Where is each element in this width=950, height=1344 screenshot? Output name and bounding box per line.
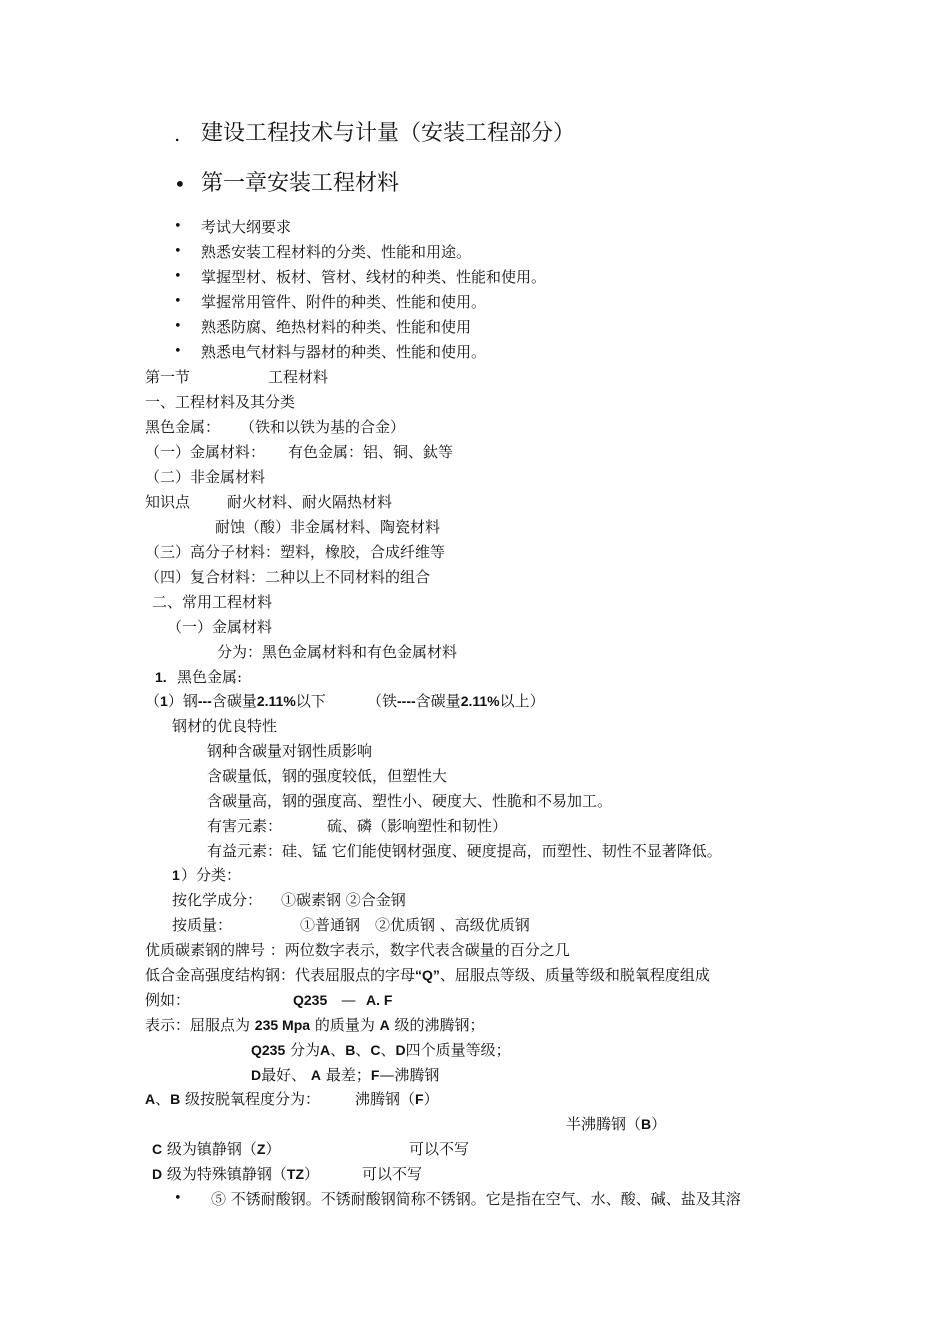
- killed-code: Z: [256, 1141, 266, 1157]
- rimmed-steel: [355, 1089, 439, 1109]
- outline-bullet: •: [174, 294, 182, 309]
- steel-text: 含碳量: [211, 692, 257, 710]
- grades-line: [251, 1040, 511, 1060]
- iron-text: 含碳量: [415, 692, 461, 710]
- special-text: 级为特殊镇静钢（: [166, 1165, 287, 1183]
- harmful-text: 硫、磷（影响塑性和韧性）: [327, 817, 508, 835]
- iron-percent: 2.11%: [460, 693, 500, 709]
- carbon-effect: 钢种含碳量对钢性质影响: [207, 742, 373, 760]
- special-letter: D: [152, 1166, 163, 1182]
- chapter-title: 第一章安装工程材料: [201, 171, 400, 196]
- means-value: 235 Mpa: [254, 1017, 311, 1033]
- title-marker: .: [174, 122, 181, 146]
- high-carbon-text: 含碳量高，钢的强度高、塑性小、硬度大、性脆和不易加工。: [207, 792, 613, 810]
- iron-line: [367, 691, 545, 711]
- best-text: 最好、: [261, 1066, 307, 1084]
- grades-text: 分为: [290, 1041, 321, 1059]
- heading-2: 二、常用工程材料: [152, 593, 273, 611]
- harmful-label: 有害元素：: [207, 817, 283, 835]
- special-killed-steel: [152, 1164, 319, 1184]
- best-letter: F: [370, 1067, 380, 1083]
- rimmed-text: 沸腾钢（: [355, 1090, 416, 1108]
- by-quality-label: 按质量：: [172, 916, 233, 934]
- by-quality-value: ①普通钢 ②优质钢 、高级优质钢: [300, 916, 530, 934]
- nonmetal-label: （二）非金属材料: [145, 468, 266, 486]
- example-label: 例如：: [145, 991, 191, 1009]
- section-label: 第一节: [145, 368, 191, 386]
- stainless-bullet: •: [174, 1191, 182, 1206]
- chapter-bullet: •: [174, 172, 186, 196]
- document-title: 建设工程技术与计量（安装工程部分）: [201, 121, 576, 146]
- grades-sep: 、: [330, 1041, 346, 1059]
- hsla-text: 、屈服点等级、质量等级和脱氧程度组成: [439, 966, 710, 984]
- refractory-text: 耐火材料、耐火隔热材料: [227, 493, 393, 511]
- knowledge-label: 知识点: [145, 493, 191, 511]
- killed-steel: [152, 1139, 281, 1159]
- outline-item: 熟悉电气材料与器材的种类、性能和使用。: [201, 343, 487, 361]
- section-title: 工程材料: [268, 368, 329, 386]
- polymer-text: （三）高分子材料：塑料，橡胶，合成纤维等: [145, 543, 446, 561]
- nonferrous-text: 有色金属：铝、铜、鈦等: [288, 443, 454, 461]
- outline-item: 熟悉安装工程材料的分类、性能和用途。: [201, 243, 472, 261]
- grades-letter: B: [345, 1042, 356, 1058]
- hsla-text: 低合金高强度结构钢：代表屈服点的字母: [145, 966, 416, 984]
- means-text: 的质量为: [314, 1016, 375, 1034]
- ab-letter: B: [170, 1091, 181, 1107]
- steel-dash: ---: [197, 693, 212, 709]
- iron-text: 以上）: [499, 692, 545, 710]
- killed-text: ）: [265, 1140, 281, 1158]
- by-chem-value: ①碳素钢 ②合金钢: [281, 891, 406, 909]
- hsla-letter: “Q”: [415, 967, 440, 983]
- outline-bullet: •: [174, 344, 182, 359]
- hsla-line: [145, 965, 710, 985]
- example-dash: —: [341, 991, 356, 1009]
- best-text: —沸腾钢: [379, 1066, 440, 1084]
- steel-percent: 2.11%: [256, 693, 296, 709]
- special-text: ）: [304, 1165, 320, 1183]
- outline-bullet: •: [174, 244, 182, 259]
- outline-item: 掌握型材、板材、管材、线材的种类、性能和使用。: [201, 268, 547, 286]
- outline-bullet: •: [174, 269, 182, 284]
- composite-text: （四）复合材料：二种以上不同材料的组合: [145, 568, 431, 586]
- outline-item: 掌握常用管件、附件的种类、性能和使用。: [201, 293, 487, 311]
- iron-text: （铁: [367, 692, 398, 710]
- steel-text: 以下: [295, 692, 326, 710]
- ab-letter: A: [145, 1091, 156, 1107]
- grades-letter: C: [370, 1042, 381, 1058]
- best-letter: D: [251, 1067, 262, 1083]
- steel-props: 钢材的优良特性: [172, 717, 278, 735]
- split-text: 分为：黑色金属材料和有色金属材料: [217, 643, 458, 661]
- ab-line: [145, 1089, 320, 1109]
- by-chem-label: 按化学成分：: [172, 891, 263, 909]
- outline-bullet: •: [174, 219, 182, 234]
- ab-sep: 、: [155, 1090, 171, 1108]
- classify-number: 1: [172, 867, 180, 883]
- classify-title: ）分类：: [181, 866, 242, 884]
- example-grade: Q235: [293, 992, 328, 1008]
- ferrous-number: 1.: [155, 669, 167, 685]
- means-text: 级的沸腾钢；: [394, 1016, 485, 1034]
- best-text: 最差；: [325, 1066, 371, 1084]
- semi-text: ）: [651, 1115, 667, 1133]
- heading-1: 一、工程材料及其分类: [145, 393, 296, 411]
- ferrous-note: （铁和以铁为基的合金）: [240, 418, 406, 436]
- special-code: TZ: [286, 1166, 305, 1182]
- grades-sep: 、: [355, 1041, 371, 1059]
- killed-letter: C: [152, 1141, 163, 1157]
- beneficial-text: 有益元素：硅、锰 它们能使钢材强度、硬度提高，而塑性、韧性不显著降低。: [207, 842, 722, 860]
- ferrous-title: 黑色金属:: [177, 668, 243, 686]
- metal-label: （一）金属材料：: [145, 443, 266, 461]
- grades-letter: D: [395, 1042, 406, 1058]
- rimmed-text: ）: [423, 1090, 439, 1108]
- means-grade: A: [379, 1017, 390, 1033]
- rimmed-letter: F: [415, 1091, 424, 1107]
- semi-letter: B: [641, 1116, 652, 1132]
- outline-bullet: •: [174, 319, 182, 334]
- means-line: [145, 1015, 485, 1035]
- ferrous-label: 黑色金属：: [145, 418, 221, 436]
- killed-text: 级为镇静钢（: [166, 1140, 257, 1158]
- grades-letter: A: [320, 1042, 331, 1058]
- ab-text: 级按脱氧程度分为：: [185, 1090, 321, 1108]
- steel-num: 1: [160, 693, 168, 709]
- low-carbon-text: 含碳量低，钢的强度较低，但塑性大: [207, 767, 448, 785]
- steel-line: [145, 691, 326, 711]
- steel-text: ）钢: [167, 692, 198, 710]
- stainless-text: ⑤ 不锈耐酸钢。不锈耐酸钢简称不锈钢。它是指在空气、水、酸、碱、盐及其溶: [211, 1190, 741, 1208]
- means-text: 表示：屈服点为: [145, 1016, 251, 1034]
- best-letter: A: [310, 1067, 322, 1083]
- semi-text: 半沸腾钢（: [566, 1115, 642, 1133]
- corrosion-text: 耐蚀（酸）非金属材料、陶瓷材料: [215, 518, 441, 536]
- metal2-label: （一）金属材料: [167, 618, 273, 636]
- special-note: 可以不写: [362, 1165, 423, 1183]
- outline-item: 考试大纲要求: [201, 218, 292, 236]
- grades-text: 四个质量等级；: [405, 1041, 511, 1059]
- semi-rimmed-steel: [566, 1114, 666, 1134]
- quality-grade-text: 优质碳素钢的牌号 ：两位数字表示，数字代表含碳量的百分之几: [145, 941, 570, 959]
- steel-text: （: [145, 692, 161, 710]
- grades-sep: 、: [380, 1041, 396, 1059]
- best-line: [251, 1065, 439, 1085]
- example-af: A. F: [366, 992, 393, 1008]
- killed-note: 可以不写: [409, 1140, 470, 1158]
- iron-dash: ----: [397, 693, 416, 709]
- grades-code: Q235: [251, 1042, 286, 1058]
- outline-item: 熟悉防腐、绝热材料的种类、性能和使用: [201, 318, 472, 336]
